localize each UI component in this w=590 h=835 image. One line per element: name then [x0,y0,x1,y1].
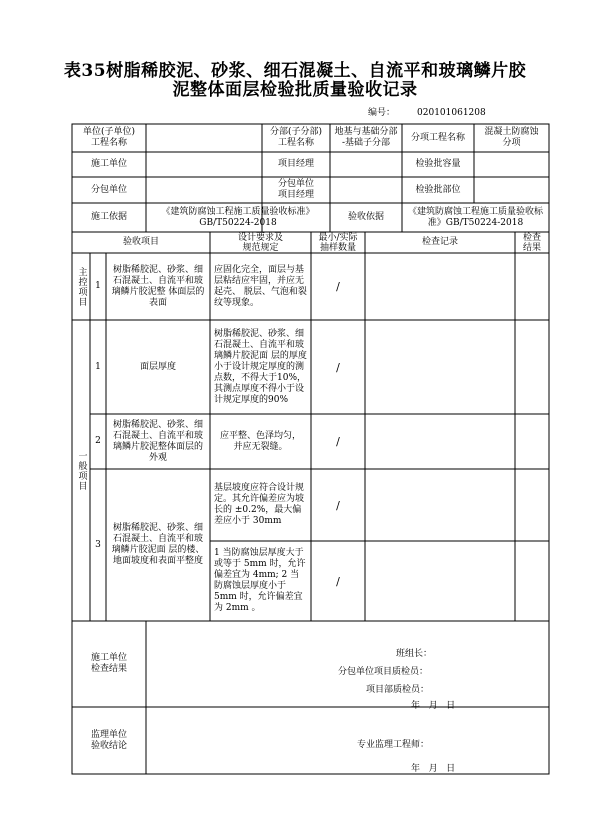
general-2-sample: / [336,435,340,448]
general-1-requirement: 树脂稀胶泥、砂浆、细石混凝土、自流平和玻璃鳞片胶泥面 层的厚度小于设计规定厚度的测点数，不得大于10%，其测点厚度不得小于设计规定厚度的90% [214,328,307,405]
general-2-no: 2 [95,436,101,446]
team-leader-signature[interactable]: 班组长： [396,649,433,659]
project-manager-label: 项目经理 [277,159,314,169]
contractor-check-date[interactable]: 年 月 日 [411,701,456,711]
batch-capacity-value[interactable] [474,152,549,177]
sub-quality-inspector-signature[interactable]: 分包单位项目质检员： [338,667,429,677]
general-2-requirement: 应平整、色泽均匀，并应无裂缝。 [220,430,302,452]
supervising-engineer-signature[interactable]: 专业监理工程师： [357,740,430,750]
general-1-item: 面层厚度 [139,361,176,372]
construction-basis-value: 《建筑防腐蚀工程施工质量验收标准》GB/T50224-2018 [161,206,315,228]
construction-basis-label: 施工依据 [90,212,127,222]
record-number-value: 020101061208 [417,108,486,118]
subitem-value: 混凝土防腐蚀 分项 [484,127,539,148]
subcontractor-label: 分包单位 [90,184,127,195]
contractor-label: 施工单位 [90,159,127,169]
subcontractor-value[interactable] [146,177,262,203]
main-control-item: 树脂稀胶泥、砂浆、细石混凝土、自流平和玻璃鳞片胶泥整 体面层的表面 [111,264,205,308]
main-control-record[interactable] [365,253,515,320]
general-3-requirement-a: 基层坡度应符合设计规定。其允许偏差应为坡长的 ±0.2%，最大偏差应小于 30mm [214,483,305,526]
main-control-cell [72,253,90,320]
general-3-record-b[interactable] [365,541,515,621]
col-result-header: 检查 结果 [522,232,541,253]
general-cell [72,320,90,621]
batch-part-label: 检验批部位 [415,184,461,195]
general-3-no: 3 [95,539,101,550]
page-title-line1: 表35树脂稀胶泥、砂浆、细石混凝土、自流平和玻璃鳞片胶 [63,61,527,81]
sub-project-manager-value[interactable] [330,177,402,203]
col-item-header: 验收项目 [122,237,159,247]
batch-capacity-label: 检验批容量 [415,159,461,169]
main-control-no: 1 [95,281,101,291]
main-control-sample: / [336,280,340,293]
general-2-item: 树脂稀胶泥、砂浆、细石混凝土、自流平和玻璃鳞片胶泥整体面层的外观 [112,419,203,463]
main-control-label: 主控项目 [76,266,87,307]
general-3-sample-b: / [336,574,340,588]
general-3-sample-a: / [336,498,340,512]
contractor-check-label: 施工单位 检查结果 [90,653,127,674]
general-label: 一般项目 [76,450,87,491]
main-control-requirement: 应固化完全，面层与基层粘结应牢固，并应无起壳、 脱层、气泡和裂纹等现象。 [214,264,307,308]
subitem-label: 分项工程名称 [410,132,465,143]
col-requirement-header: 设计要求及 规范规定 [237,232,283,253]
general-3-record-a[interactable] [365,469,515,541]
record-number-label: 编号： [368,108,396,118]
general-1-sample: / [336,360,340,374]
project-quality-inspector-signature[interactable]: 项目部质检员： [366,685,430,695]
general-1-record[interactable] [365,320,515,414]
sub-project-manager-label: 分包单位 项目经理 [277,179,314,200]
general-3-result-b[interactable] [515,541,549,621]
col-sample-header: 最小/实际 抽样数量 [318,232,358,253]
general-1-result[interactable] [515,320,549,414]
general-2-result[interactable] [515,414,549,469]
division-value: 地基与基础分部 -基础子分部 [334,127,398,148]
general-1-no: 1 [95,361,101,372]
supervisor-label: 监理单位 验收结论 [90,729,127,751]
general-3-item: 树脂稀胶泥、砂浆、细石混凝土、自流平和玻璃鳞片胶泥面 层的楼、地面坡度和表面平整度 [111,523,205,566]
main-control-result[interactable] [515,253,549,320]
acceptance-basis-label: 验收依据 [347,212,384,222]
acceptance-basis-value: 《建筑防腐蚀工程施工质量验收标准》GB/T50224-2018 [408,206,544,228]
col-record-header: 检查记录 [421,237,458,247]
general-2-record[interactable] [365,414,515,469]
unit-name-label: 单位(子单位) 工程名称 [82,127,136,148]
division-label: 分部(子分部) 工程名称 [269,127,323,148]
general-3-result-a[interactable] [515,469,549,541]
contractor-value[interactable] [146,152,262,177]
general-3-requirement-b: 1 当防腐蚀层厚度大于或等于 5mm 时，允许偏差宜为 4mm; 2 当防腐蚀层厚度小于 5mm 时，允许偏差宜为 2mm 。 [214,548,306,613]
page-title-line2: 泥整体面层检验批质量验收记录 [172,80,418,100]
project-manager-value[interactable] [330,152,402,177]
batch-part-value[interactable] [474,177,549,203]
unit-name-value[interactable] [146,124,262,152]
supervisor-date[interactable]: 年 月 日 [411,764,456,774]
